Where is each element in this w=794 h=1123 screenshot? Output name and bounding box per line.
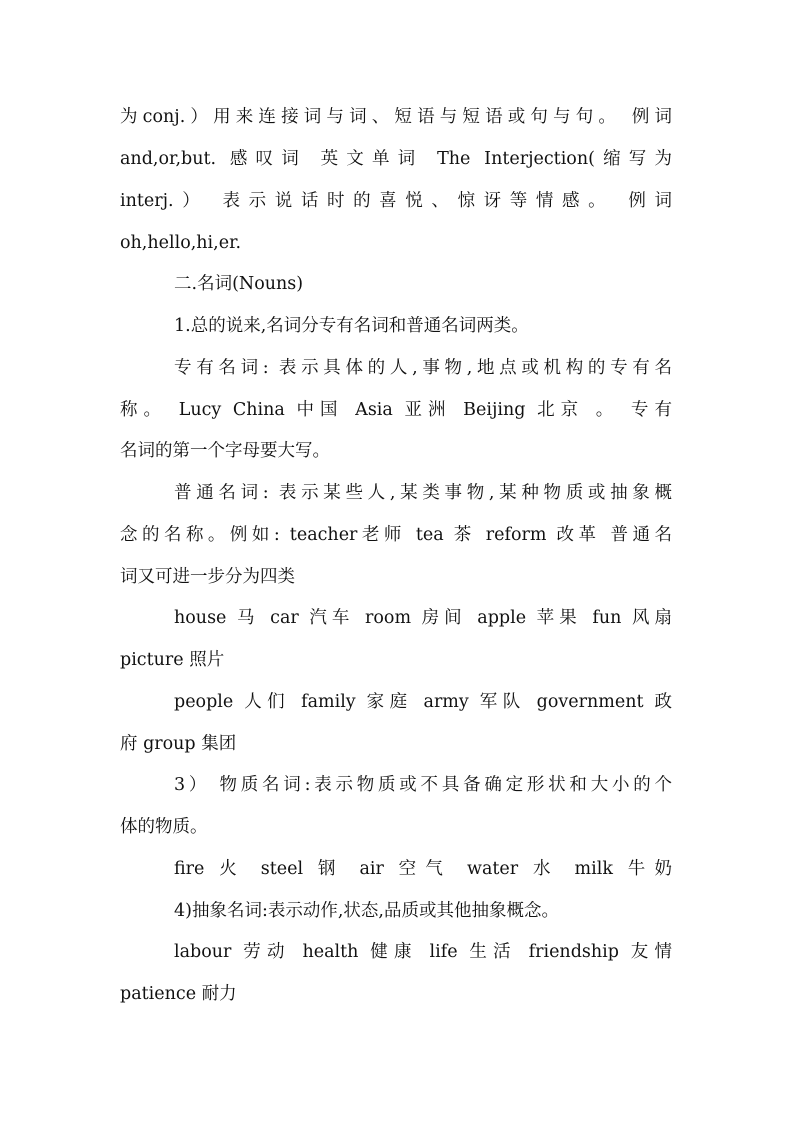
paragraph-line: 府 group 集团 xyxy=(120,734,237,754)
paragraph-line: and,or,but. 感叹词 英文单词 The Interjection(缩写为 xyxy=(120,149,672,169)
paragraph-line: labour 劳动 health 健康 life 生活 friendship 友情 xyxy=(174,942,672,962)
paragraph-line: interj.） 表示说话时的喜悦、惊讶等情感。 例词 xyxy=(120,191,672,211)
paragraph-line: 4)抽象名词:表示动作,状态,品质或其他抽象概念。 xyxy=(174,901,559,921)
section-heading: 二.名词(Nouns) xyxy=(174,274,304,294)
paragraph-line: 体的物质。 xyxy=(120,817,208,837)
paragraph-line: oh,hello,hi,er. xyxy=(120,233,242,253)
paragraph-line: 专有名词: 表示具体的人,事物,地点或机构的专有名 xyxy=(174,358,672,378)
paragraph-line: 3） 物质名词:表示物质或不具备确定形状和大小的个 xyxy=(174,775,672,795)
paragraph-line: picture 照片 xyxy=(120,650,225,670)
paragraph-line: 名词的第一个字母要大写。 xyxy=(120,441,330,461)
paragraph-line: 为conj.）用来连接词与词、短语与短语或句与句。 例词 xyxy=(120,107,672,127)
paragraph-line: house 马 car 汽车 room 房间 apple 苹果 fun 风扇 xyxy=(174,608,672,628)
paragraph-line: 1.总的说来,名词分专有名词和普通名词两类。 xyxy=(174,316,529,336)
paragraph-line: 词又可进一步分为四类 xyxy=(120,567,295,587)
paragraph-line: people 人们 family 家庭 army 军队 government 政 xyxy=(174,692,672,712)
paragraph-line: 称。 Lucy China 中国 Asia 亚洲 Beijing 北京 。 专有 xyxy=(120,400,672,420)
paragraph-line: patience 耐力 xyxy=(120,984,237,1004)
paragraph-line: fire 火 steel 钢 air 空气 water 水 milk 牛奶 xyxy=(174,859,672,879)
paragraph-line: 普通名词: 表示某些人,某类事物,某种物质或抽象概 xyxy=(174,483,672,503)
paragraph-line: 念的名称。例如: teacher老师 tea 茶 reform 改革 普通名 xyxy=(120,525,672,545)
